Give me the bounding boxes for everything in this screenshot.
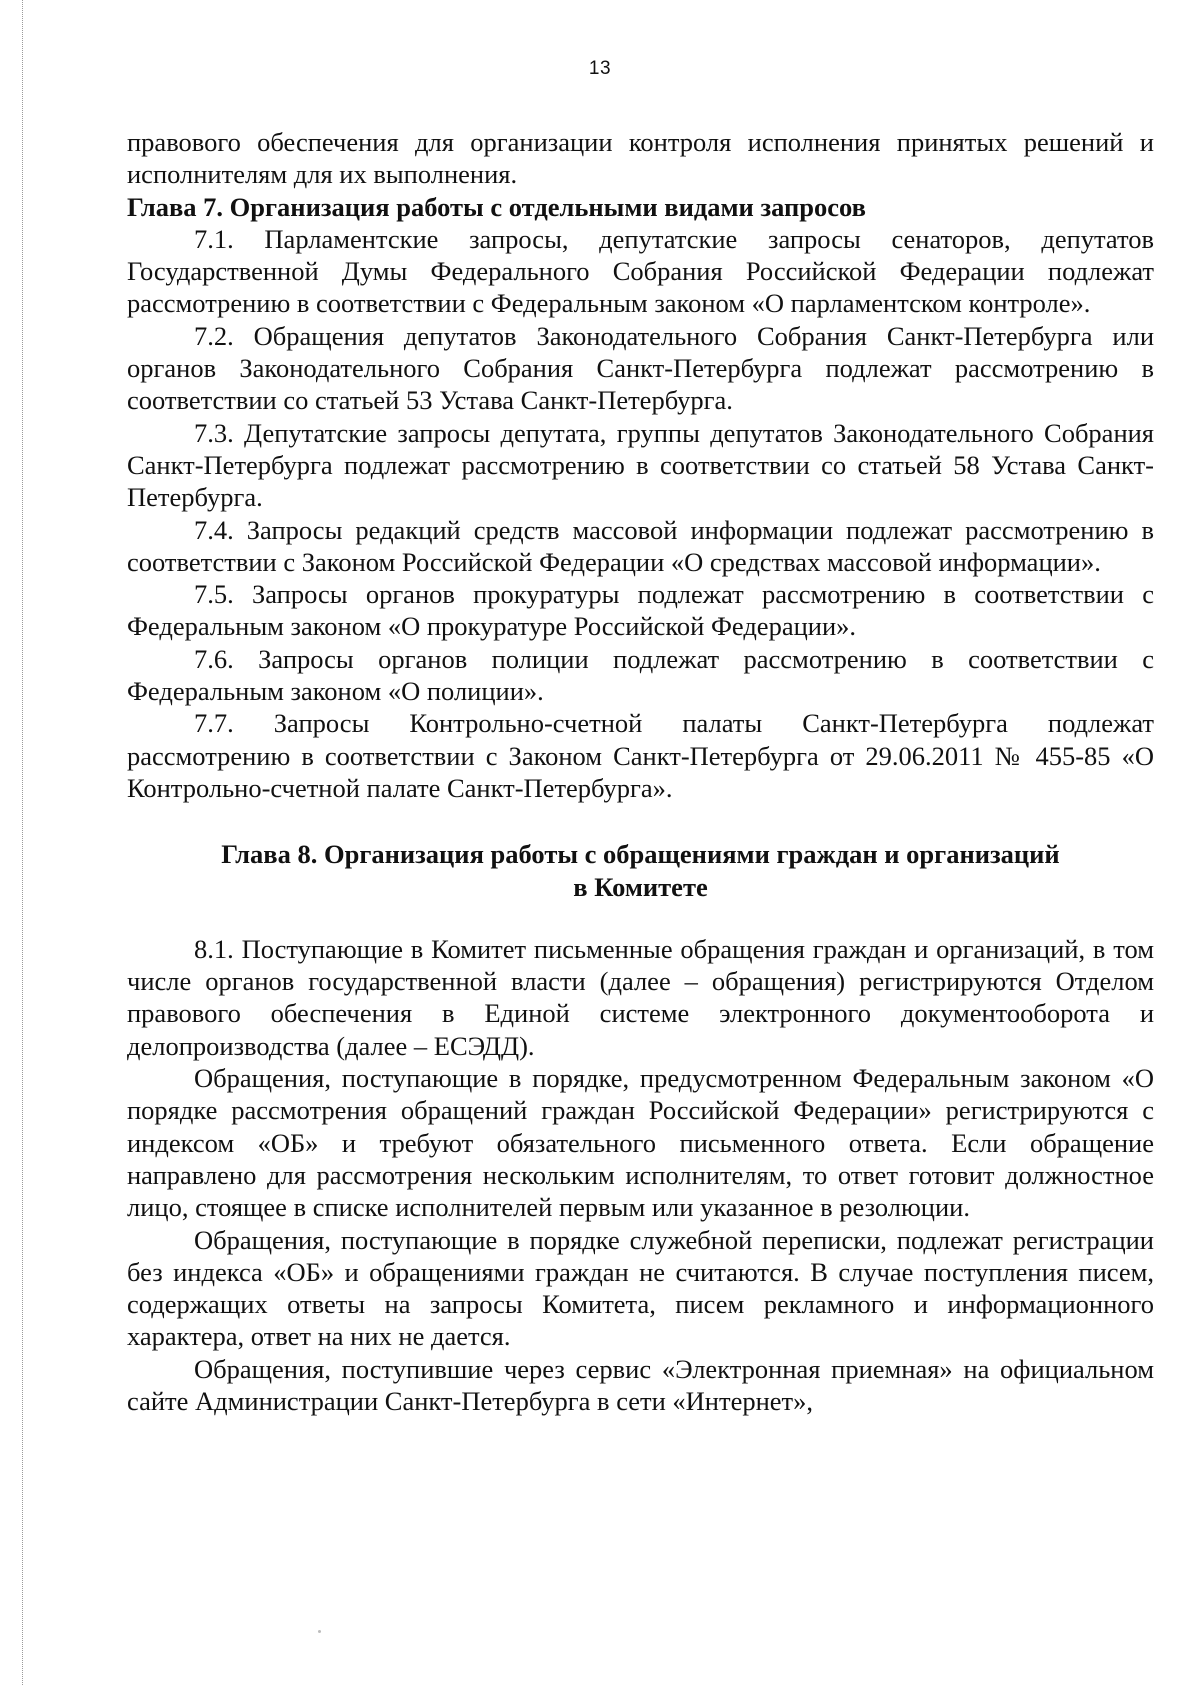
paragraph-8-1: 8.1. Поступающие в Комитет письменные обращения граждан и организаций, в том числе органов государственной власти (далее – обращения) регистрируются Отделом правового обеспечения в Единой системе электронного документооборота и делопроизводства (далее – ЕСЭДД). [127, 933, 1154, 1061]
paragraph-7-1: 7.1. Парламентские запросы, депутатские запросы сенаторов, депутатов Государственной Думы Федерального Собрания Российской Федерации подлежат рассмотрению в соответствии с Федеральным законом «О парламентском контроле». [127, 223, 1154, 319]
paragraph-7-6: 7.6. Запросы органов полиции подлежат рассмотрению в соответствии с Федеральным законом «О полиции». [127, 643, 1154, 707]
paragraph-8-1-service: Обращения, поступающие в порядке служебной переписки, подлежат регистрации без индекса «ОБ» и обращениями граждан не считаются. В случае поступления писем, содержащих ответы на запросы Комитета, писем рекламного и информационного характера, ответ на них не дается. [127, 1224, 1154, 1352]
intro-paragraph: правового обеспечения для организации контроля исполнения принятых решений и исполнителям для их выполнения. [127, 127, 1154, 190]
paragraph-7-2: 7.2. Обращения депутатов Законодательного Собрания Санкт-Петербурга или органов Законодательного Собрания Санкт-Петербурга подлежат рассмотрению в соответствии со статьей 53 Устава Санкт-Петербурга. [127, 320, 1154, 416]
document-body [127, 126, 1154, 1417]
paragraph-7-3: 7.3. Депутатские запросы депутата, группы депутатов Законодательного Собрания Санкт-Петербурга подлежат рассмотрению в соответствии со статьей 58 Устава Санкт-Петербурга. [127, 417, 1154, 513]
chapter-8-heading-line-2: в Комитете [573, 871, 708, 902]
chapter-7-heading: Глава 7. Организация работы с отдельными видами запросов [127, 191, 866, 222]
scan-speck [318, 1630, 321, 1633]
paragraph-8-1-ob: Обращения, поступающие в порядке, предусмотренном Федеральным законом «О порядке рассмотрения обращений граждан Российской Федерации» регистрируются с индексом «ОБ» и требуют обязательного письменного ответа. Если обращение направлено для рассмотрения нескольким исполнителям, то ответ готовит должностное лицо, стоящее в списке исполнителей первым или указанное в резолюции. [127, 1063, 1154, 1223]
paragraph-7-4: 7.4. Запросы редакций средств массовой информации подлежат рассмотрению в соответствии с Законом Российской Федерации «О средствах массовой информации». [127, 514, 1154, 577]
chapter-8-heading-line-1: Глава 8. Организация работы с обращениями граждан и организаций [221, 839, 1060, 870]
paragraph-8-1-electronic: Обращения, поступившие через сервис «Электронная приемная» на официальном сайте Администрации Санкт-Петербурга в сети «Интернет», [127, 1353, 1154, 1416]
scan-edge-line [22, 0, 23, 1685]
chapter-8-heading [127, 838, 1154, 903]
paragraph-7-7: 7.7. Запросы Контрольно-счетной палаты Санкт-Петербурга подлежат рассмотрению в соответствии с Законом Санкт-Петербурга от 29.06.2011 № 455-85 «О Контрольно-счетной палате Санкт-Петербурга». [127, 708, 1154, 803]
page-number: 13 [588, 58, 612, 79]
paragraph-7-5: 7.5. Запросы органов прокуратуры подлежат рассмотрению в соответствии с Федеральным законом «О прокуратуре Российской Федерации». [127, 579, 1154, 642]
